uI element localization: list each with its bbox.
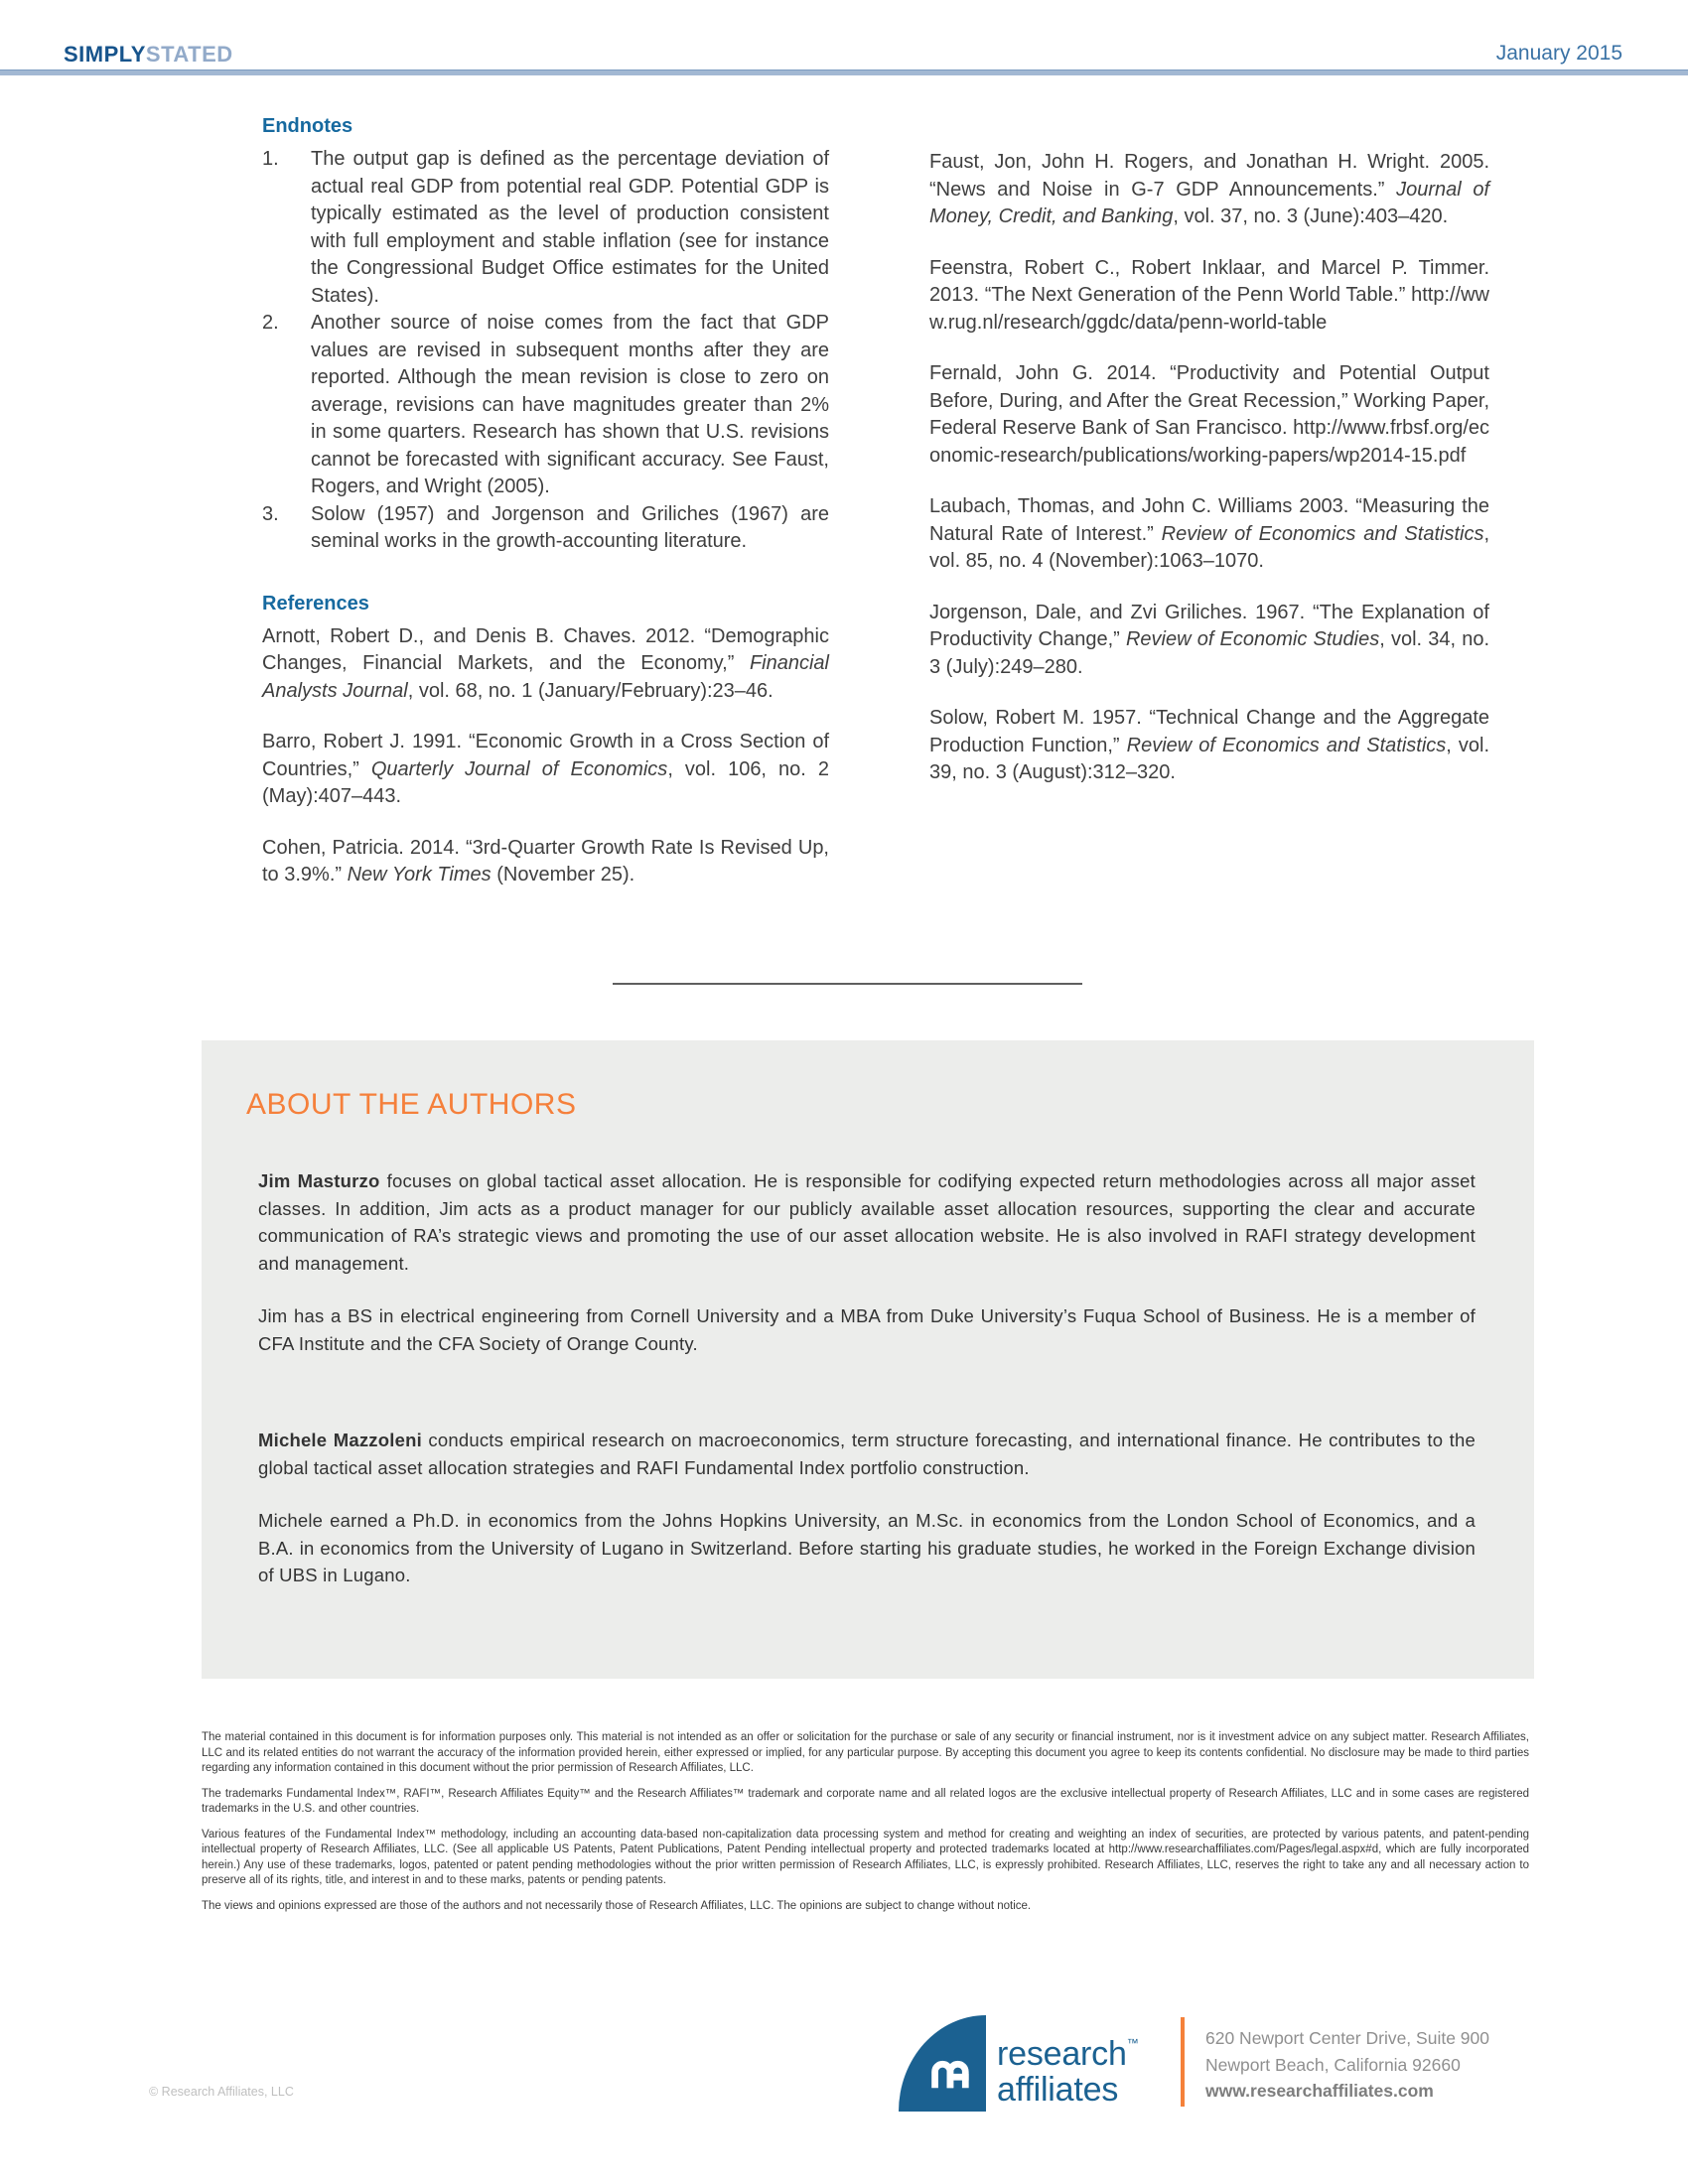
newsletter-brand: [64, 42, 233, 68]
wordmark-research: research: [997, 2035, 1127, 2073]
ra-monogram-icon: [922, 2047, 974, 2095]
author-bio-paragraph: Michele earned a Ph.D. in economics from the Johns Hopkins University, an M.Sc. in economics from the London School of Economics, and a B.A. in economics from the University of Lugano in Switzerland. Before starting his graduate studies, he worked in the Foreign Exchange division of UBS in Lugano.: [258, 1510, 1476, 1585]
author-name: Jim Masturzo: [258, 1170, 380, 1191]
endnote-item: [262, 501, 829, 556]
endnote-item: [262, 146, 829, 310]
reference-entry: Jorgenson, Dale, and Zvi Griliches. 1967. “The Explanation of Productivity Change,” Review of Economic Studies, vol. 34, no. 3 (July):249–280.: [929, 601, 1489, 678]
endnotes-heading: Endnotes: [262, 115, 353, 137]
reference-entry: Barro, Robert J. 1991. “Economic Growth in a Cross Section of Countries,” Quarterly Journal of Economics, vol. 106, no. 2 (May):407–443.: [262, 731, 829, 807]
references-left: [262, 623, 829, 889]
wordmark-affiliates: affiliates: [997, 2071, 1119, 2109]
disclaimer-paragraph: The material contained in this document is for information purposes only. This material is not intended as an offer or solicitation for the purchase or sale of any security or financial instrument, nor is it investment advice on any subject matter. Research Affiliates, LLC and its related entities do not warrant the accuracy of the information provided herein, either expressed or implied, for any particular purpose. By accepting this document you agree to keep its contents confidential. No disclosure may be made to third parties regarding any information contained in this document without the prior permission of Research Affiliates, LLC.: [202, 1731, 1529, 1774]
research-affiliates-logo-icon: [899, 2015, 986, 2112]
author-bio-paragraph: Jim has a BS in electrical engineering from Cornell University and a MBA from Duke University’s Fuqua School of Business. He is a member of CFA Institute and the CFA Society of Orange County.: [258, 1305, 1476, 1354]
references-right: [929, 149, 1489, 787]
address-street: 620 Newport Center Drive, Suite 900: [1205, 2028, 1489, 2048]
author-bio-paragraph: Michele Mazzoleni conducts empirical research on macroeconomics, term structure forecasting, and international finance. He contributes to the global tactical asset allocation strategies and RAFI Fundamental Index portfolio construction.: [258, 1430, 1476, 1478]
legal-disclaimers: [202, 1730, 1529, 1924]
address-city: Newport Beach, California 92660: [1205, 2054, 1461, 2075]
section-divider: [613, 983, 1082, 985]
reference-link[interactable]: http://www.frbsf.org/economic-research/publications/working-papers/wp2014-15.pdf: [929, 417, 1489, 467]
disclaimer-paragraph: The views and opinions expressed are those of the authors and not necessarily those of Research Affiliates, LLC. The opinions are subject to change without notice.: [202, 1899, 1032, 1912]
endnote-number: 2.: [262, 312, 279, 334]
header-rule: [0, 69, 1688, 75]
about-authors-body: [258, 1167, 1476, 1615]
brand-stated: STATED: [145, 42, 233, 67]
brand-simply: SIMPLY: [64, 42, 146, 67]
research-affiliates-wordmark: [997, 2025, 1139, 2108]
reference-entry: Solow, Robert M. 1957. “Technical Change and the Aggregate Production Function,” Review of Economics and Statistics, vol. 39, no. 3 (August):312–320.: [929, 707, 1490, 783]
footer-address: [1205, 2025, 1489, 2105]
website-link[interactable]: www.researchaffiliates.com: [1205, 2081, 1434, 2101]
endnotes-list: [262, 146, 829, 556]
issue-date: January 2015: [1495, 42, 1622, 65]
author-bio-paragraph: Jim Masturzo focuses on global tactical asset allocation. He is responsible for codifying expected return methodologies across all major asset classes. In addition, Jim acts as a product manager for our publicly available asset allocation resources, supporting the clear and accurate communication of RA’s strategic views and promoting the use of our asset allocation website. He is also involved in RAFI strategy development and management.: [258, 1170, 1476, 1274]
about-authors-heading: ABOUT THE AUTHORS: [246, 1088, 577, 1121]
reference-entry: Arnott, Robert D., and Denis B. Chaves. 2012. “Demographic Changes, Financial Markets, and the Economy,” Financial Analysts Journal, vol. 68, no. 1 (January/February):23–46.: [262, 624, 829, 702]
endnote-text: Another source of noise comes from the fact that GDP values are revised in subsequent months after they are reported. Although the mean revision is close to zero on average, revisions can have magnitudes greater than 2% in some quarters. Research has shown that U.S. revisions cannot be forecasted with significant accuracy. See Faust, Rogers, and Wright (2005).: [311, 312, 829, 497]
disclaimer-paragraph: Various features of the Fundamental Index™ methodology, including an accounting data-based non-capitalization data processing system and method for creating and weighting an index of securities, are protected by various patents, and patent-pending intellectual property of Research Affiliates, LLC. (See all applicable US Patents, Patent Publications, Patent Pending intellectual property and protected trademarks located at http://www.researchaffiliates.com/Pages/legal.aspx#d, which are fully incorporated herein.) Any use of these trademarks, logos, patented or patent pending methodologies without the prior written permission of Research Affiliates, LLC, is expressly prohibited. Research Affiliates, LLC, reserves the right to take any and all necessary action to preserve all of its rights, title, and interest in and to these marks, patents or pending patents.: [202, 1828, 1529, 1886]
trademark-symbol: ™: [1126, 2036, 1139, 2050]
footer-divider: [1181, 2017, 1185, 2107]
endnote-number: 3.: [262, 502, 279, 525]
reference-entry: Laubach, Thomas, and John C. Williams 2003. “Measuring the Natural Rate of Interest.” Review of Economics and Statistics, vol. 85, no. 4 (November):1063–1070.: [929, 495, 1490, 572]
copyright-notice: © Research Affiliates, LLC: [149, 2085, 294, 2099]
reference-entry: Cohen, Patricia. 2014. “3rd-Quarter Growth Rate Is Revised Up, to 3.9%.” New York Times (November 25).: [262, 836, 829, 886]
endnote-item: [262, 310, 829, 501]
disclaimer-paragraph: The trademarks Fundamental Index™, RAFI™, Research Affiliates Equity™ and the Research Affiliates™ trademark and corporate name and all related logos are the exclusive intellectual property of Research Affiliates, LLC and in some cases are registered trademarks in the U.S. and other countries.: [202, 1787, 1529, 1815]
reference-entry: Fernald, John G. 2014. “Productivity and Potential Output Before, During, and After the Great Recession,” Working Paper, Federal Reserve Bank of San Francisco. http://www.frbsf.org/economic-research/publications/working-papers/wp2014-15.pdf: [929, 362, 1489, 467]
references-heading: References: [262, 592, 369, 614]
about-authors-box: [202, 1040, 1534, 1679]
endnote-text: Solow (1957) and Jorgenson and Griliches (1967) are seminal works in the growth-accounting literature.: [311, 502, 829, 552]
reference-entry: Feenstra, Robert C., Robert Inklaar, and Marcel P. Timmer. 2013. “The Next Generation of the Penn World Table.” http://www.rug.nl/research/ggdc/data/penn-world-table: [929, 256, 1489, 334]
reference-link[interactable]: http://www.rug.nl/research/ggdc/data/penn-world-table: [929, 284, 1489, 334]
left-column: [262, 114, 829, 889]
right-column: [929, 149, 1489, 787]
endnote-number: 1.: [262, 148, 279, 170]
reference-entry: Faust, Jon, John H. Rogers, and Jonathan H. Wright. 2005. “News and Noise in G-7 GDP Announcements.” Journal of Money, Credit, and Banking, vol. 37, no. 3 (June):403–420.: [929, 151, 1489, 227]
author-name: Michele Mazzoleni: [258, 1430, 422, 1450]
endnote-text: The output gap is defined as the percentage deviation of actual real GDP from potential real GDP. Potential GDP is typically estimated as the level of production consistent with full employment and stable inflation (see for instance the Congressional Budget Office estimates for the United States).: [311, 148, 829, 307]
